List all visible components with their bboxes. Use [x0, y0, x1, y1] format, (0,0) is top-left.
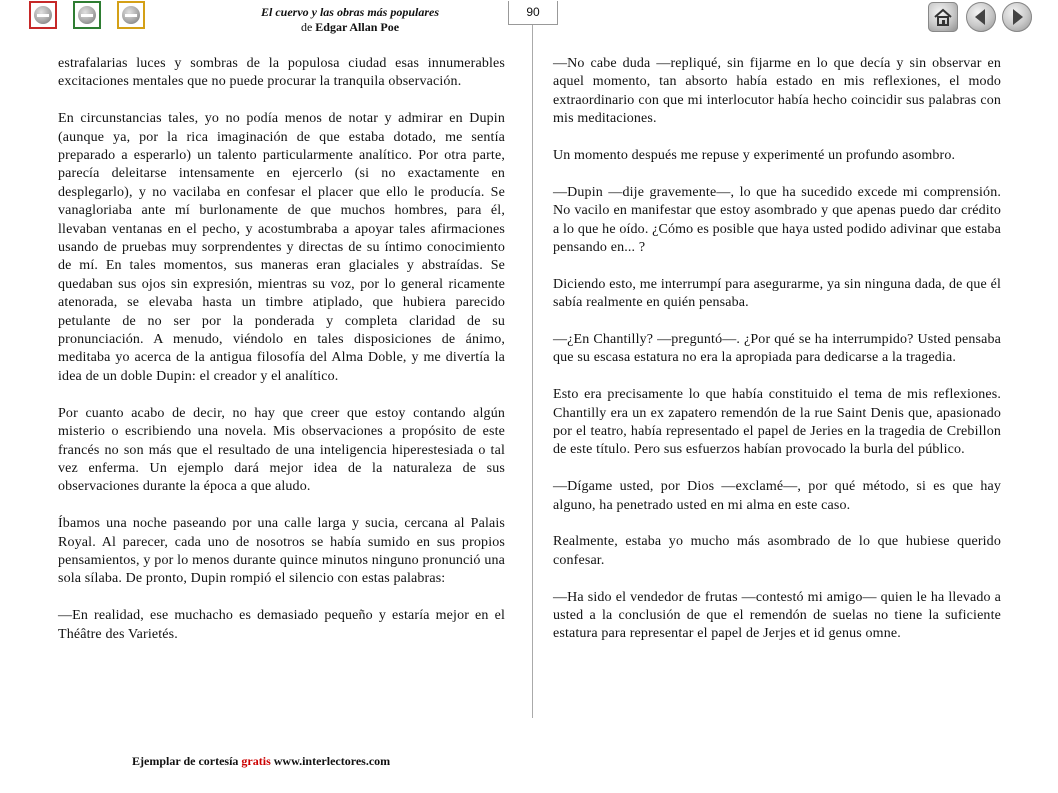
paragraph: En circunstancias tales, yo no podía menos de notar y admirar en Dupin (aunque ya, por la rica imaginación de que estaba dotado, me sentía preparado a esperarlo) un talento particularmente analítico. Por otra parte, parecía deleitarse intensamente en ejercerlo (si no exactamente en desplegarlo), y no vacilaba en confesar el placer que ello le producía. Se vanagloriaba ante mí burlonamente de que muchos hombres, para él, llevaban ventanas en el pecho, y acostumbraba a apoyar tales afirmaciones usando de pruebas muy sorprendentes y directas de su íntimo conocimiento de mí. En tales momentos, sus maneras eran glaciales y abstraídas. Se quedaban sus ojos sin expresión, mientras su voz, por lo general ricamente atenorada, se elevaba hasta un timbre atiplado, que hubiera parecido petulante de no ser por la ponderada y completa claridad de su pronunciación. A menudo, viéndolo en tales disposiciones de ánimo, meditaba yo acerca de la antigua filosofía del Alma Doble, y me divertía la idea de un doble Dupin: el creador y el analítico. [58, 111, 505, 384]
arrow-left-icon [966, 2, 996, 32]
paragraph: —Dígame usted, por Dios —exclamé—, por qué método, si es que hay alguno, ha penetrado usted en mi alma en este caso. [553, 479, 1001, 513]
page-number: 90 [508, 1, 558, 25]
author-prefix: de [300, 20, 313, 34]
paragraph: —¿En Chantilly? —preguntó—. ¿Por qué se ha interrumpido? Usted pensaba que su escasa estatura no era la apropiada para dedicarse a la tragedia. [553, 332, 1001, 366]
minimize-button[interactable] [73, 1, 101, 29]
minimize-icon [78, 6, 96, 24]
paragraph: Esto era precisamente lo que había constituido el tema de mis reflexiones. Chantilly era un ex zapatero remendón de la rue Saint Denis que, apasionado por el teatro, había representado el papel de Jeries en la tragedia de Crebillon de este título. Pero sus esfuerzos habían provocado la burla del público. [553, 387, 1001, 458]
paragraph: Diciendo esto, me interrumpí para asegurarme, ya sin ninguna dada, de que él sabía realmente en quién pensaba. [553, 276, 1001, 311]
paragraph: Realmente, estaba yo mucho más asombrado de lo que hubiese querido confesar. [553, 534, 1001, 568]
previous-page-button[interactable] [966, 2, 996, 32]
footer [132, 754, 390, 769]
maximize-icon [122, 6, 140, 24]
paragraph: —Dupin —dije gravemente—, lo que ha sucedido excede mi comprensión. No vacilo en manifestar que estoy asombrado y que apenas puedo dar crédito a lo que he oído. ¿Cómo es posible que haya usted podido adivinar que estaba pensando en... ? [553, 184, 1002, 256]
home-button[interactable] [928, 2, 958, 32]
footer-url-link[interactable]: www.interlectores.com [273, 754, 391, 768]
next-page-button[interactable] [1002, 2, 1032, 32]
right-text-column [553, 55, 1001, 662]
footer-prefix: Ejemplar de cortesía [132, 754, 239, 768]
left-text-column [58, 55, 505, 662]
column-divider [532, 25, 533, 718]
book-title: El cuervo y las obras más populares [260, 5, 439, 19]
paragraph: —No cabe duda —repliqué, sin fijarme en lo que decía y sin observar en aquel momento, tan absorto había estado en mis reflexiones, el modo extraordinario con que mi interlocutor había hecho coincidir sus palabras con mis meditaciones. [553, 56, 1001, 127]
arrow-right-icon [1002, 2, 1032, 32]
paragraph: —En realidad, ese muchacho es demasiado pequeño y estaría mejor en el Théâtre des Varietés. [58, 608, 505, 642]
footer-gratis: gratis [241, 754, 271, 768]
paragraph: estrafalarias luces y sombras de la populosa ciudad esas innumerables excitaciones mentales que no puede procurar la tranquila observación. [58, 56, 505, 90]
home-icon [928, 2, 958, 32]
paragraph: Un momento después me repuse y experimenté un profundo asombro. [553, 148, 956, 164]
close-icon [34, 6, 52, 24]
paragraph: —Ha sido el vendedor de frutas —contestó mi amigo— quien le ha llevado a usted a la conclusión de que el remendón de suelas no tiene la suficiente estatura para representar el papel de Jerjes et id genus omne. [553, 589, 1001, 642]
paragraph: Por cuanto acabo de decir, no hay que creer que estoy contando algún misterio o escribiendo una novela. Mis observaciones a propósito de este francés no son más que el resultado de una inteligencia hiperestesiada o tal vez enferma. Un ejemplo dará mejor idea de la naturaleza de sus observaciones durante la época a que aludo. [58, 405, 505, 495]
author-name: Edgar Allan Poe [315, 20, 400, 34]
paragraph: Íbamos una noche paseando por una calle larga y sucia, cercana al Palais Royal. Al parecer, cada uno de nosotros se había sumido en sus propios pensamientos, y por lo menos durante quince minutos ninguno pronunció una sola sílaba. De pronto, Dupin rompió el silencio con estas palabras: [58, 516, 505, 587]
book-author-line [220, 20, 480, 35]
maximize-button[interactable] [117, 1, 145, 29]
close-button[interactable] [29, 1, 57, 29]
book-header [220, 5, 480, 35]
